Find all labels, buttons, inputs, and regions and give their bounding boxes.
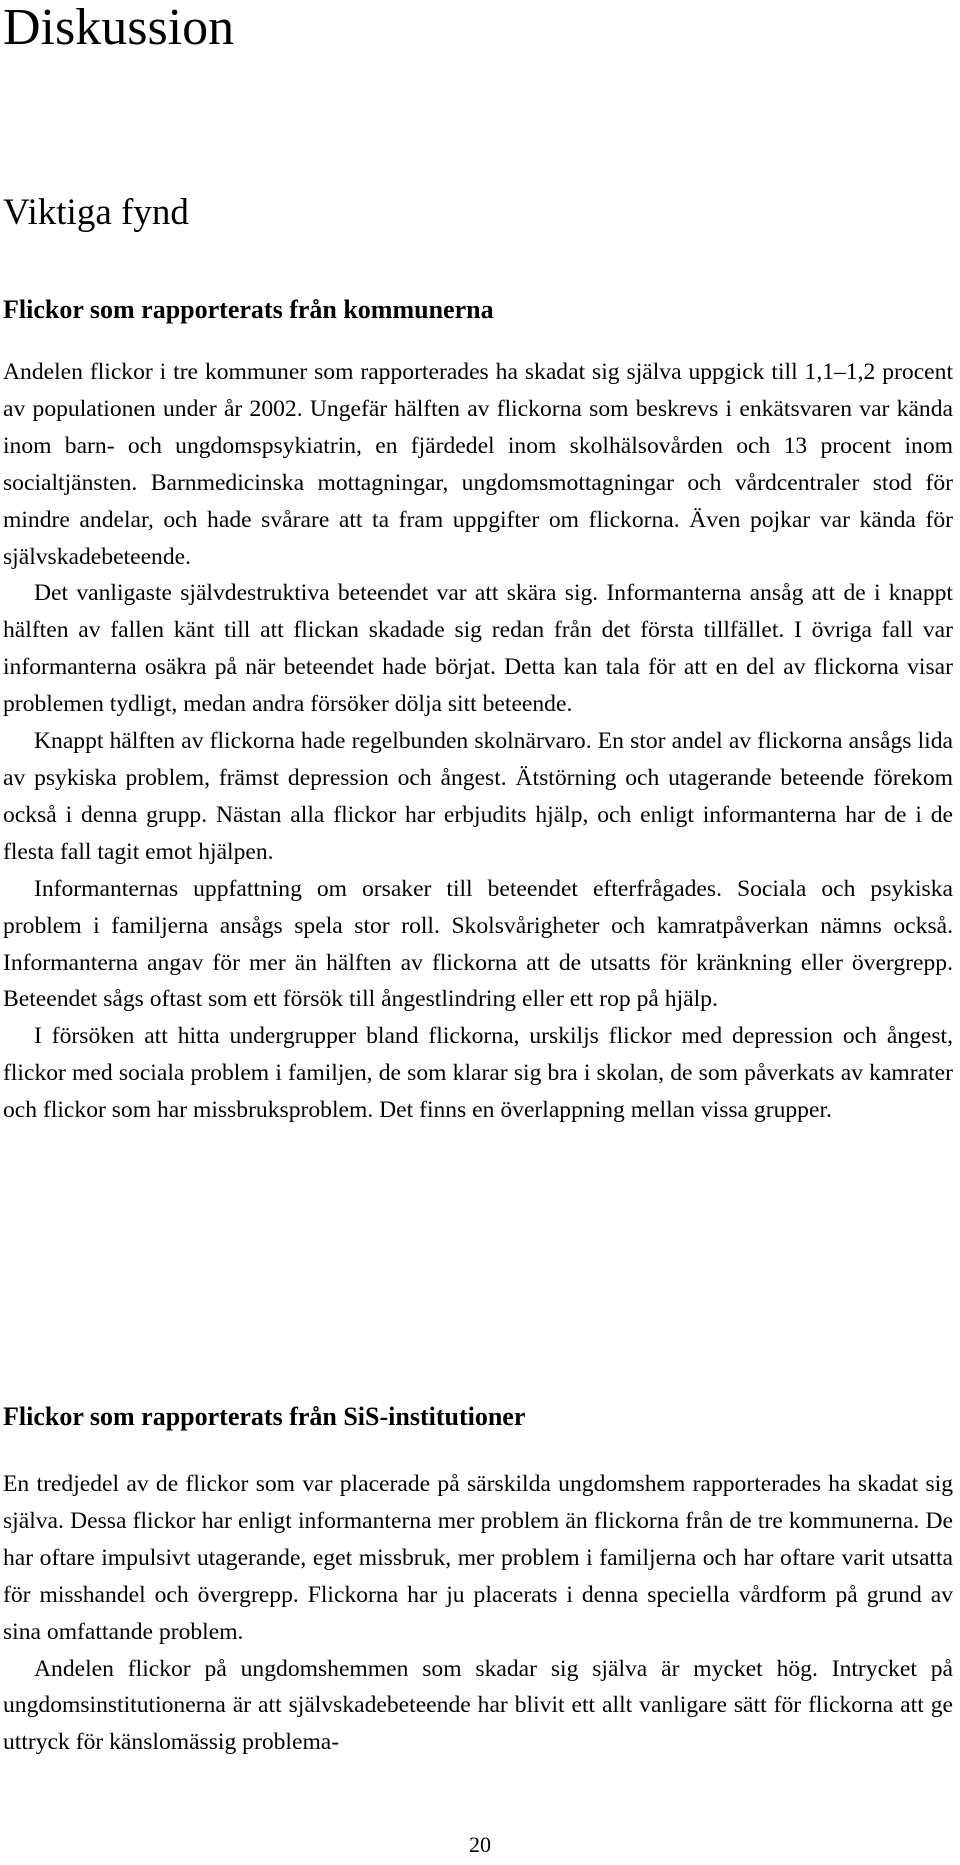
subsection-heading-sis: Flickor som rapporterats från SiS-institutioner <box>3 1402 526 1431</box>
paragraph: Det vanligaste självdestruktiva beteendet var att skära sig. Informanterna ansåg att de i knappt hälften av fallen känt till att flickan skadade sig redan från det första tillfället. I övriga fall var informanterna osäkra på när beteendet hade börjat. Detta kan tala för att en del av flickorna visar problemen tydligt, medan andra försöker dölja sitt beteende. <box>3 580 953 718</box>
subsection-body-kommunerna <box>3 354 953 1129</box>
subsection-heading-kommunerna: Flickor som rapporterats från kommunerna <box>3 295 494 324</box>
subsection-body-sis <box>3 1466 953 1761</box>
chapter-title: Diskussion <box>3 0 235 56</box>
paragraph: I försöken att hitta undergrupper bland flickorna, urskiljs flickor med depression och ångest, flickor med sociala problem i familjen, de som klarar sig bra i skolan, de som påverkats av kamrater och flickor som har missbruksproblem. Det finns en överlappning mellan vissa grupper. <box>3 1023 953 1124</box>
section-title: Viktiga fynd <box>3 192 189 233</box>
paragraph: Andelen flickor på ungdomshemmen som skadar sig själva är mycket hög. Intrycket på ungdomsinstitutionerna är att självskadebeteende har blivit ett allt vanligare sätt för flickorna att ge uttryck för känslomässig problema- <box>3 1655 953 1756</box>
page-number: 20 <box>469 1832 491 1857</box>
paragraph: Informanternas uppfattning om orsaker till beteendet efterfrågades. Sociala och psykiska problem i familjerna ansågs spela stor roll. Skolsvårigheter och kamratpåverkan nämns också. Informanterna angav för mer än hälften av flickorna att de utsatts för kränkning eller övergrepp. Beteendet sågs oftast som ett försök till ångestlindring eller ett rop på hjälp. <box>3 875 953 1013</box>
paragraph: Knappt hälften av flickorna hade regelbunden skolnärvaro. En stor andel av flickorna ansågs lida av psykiska problem, främst depression och ångest. Ätstörning och utagerande beteende förekom också i denna grupp. Nästan alla flickor har erbjudits hjälp, och enligt informanterna har de i de flesta fall tagit emot hjälpen. <box>3 728 953 865</box>
paragraph: Andelen flickor i tre kommuner som rapporterades ha skadat sig själva uppgick till 1,1–1,2 procent av populationen under år 2002. Ungefär hälften av flickorna som beskrevs i enkätsvaren var kända inom barn- och ungdomspsykiatrin, en fjärdedel inom skolhälsovården och 13 procent inom socialtjänsten. Barnmedicinska mottagningar, ungdomsmottagningar och vårdcentraler stod för mindre andelar, och hade svårare att ta fram uppgifter om flickorna. Även pojkar var kända för självskadebeteende. <box>3 359 953 570</box>
paragraph: En tredjedel av de flickor som var placerade på särskilda ungdomshem rapporterades ha skadat sig själva. Dessa flickor har enligt informanterna mer problem än flickorna från de tre kommunerna. De har oftare impulsivt utagerande, eget missbruk, mer problem i familjerna och har oftare varit utsatta för misshandel och övergrepp. Flickorna har ju placerats i denna speciella vårdform på grund av sina omfattande problem. <box>3 1471 953 1645</box>
